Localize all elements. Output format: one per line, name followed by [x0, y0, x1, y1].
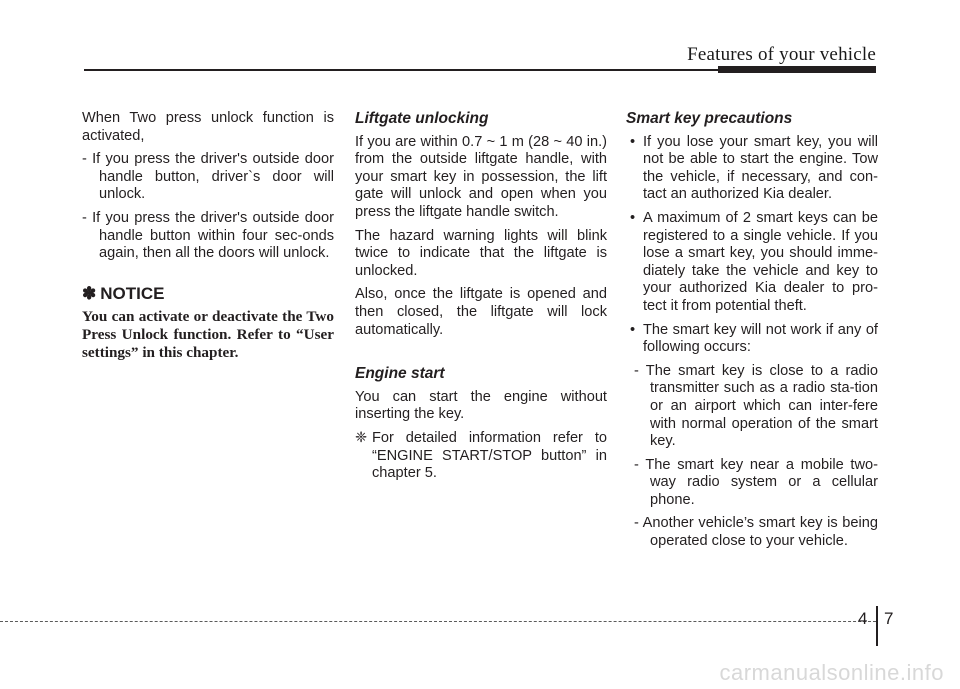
- two-press-item-2: - If you press the driver's outside door handle button within four sec-onds again, then all the doors will unlock.: [82, 209, 334, 262]
- list-item: [626, 322, 878, 357]
- engine-start-reference: [355, 430, 607, 483]
- liftgate-heading: Liftgate unlocking: [355, 110, 489, 127]
- engine-start-heading: Engine start: [355, 365, 445, 383]
- column-middle: [355, 110, 607, 489]
- watermark: carmanualsonline.info: [719, 660, 944, 685]
- engine-start-para: You can start the engine without inserting the key.: [355, 388, 607, 423]
- sub-list-item: - The smart key is close to a radio transmitter such as a radio sta-tion or an airport which can inter-fere with normal operation of the smart key.: [634, 362, 878, 450]
- bullet-icon: •: [630, 209, 636, 226]
- page-header-title: Features of your vehicle: [687, 44, 876, 65]
- reference-mark-icon: ❈: [355, 429, 368, 446]
- two-press-item-1: - If you press the driver's outside door handle button, driver`s door will unlock.: [82, 151, 334, 203]
- column-left: [82, 110, 334, 368]
- list-item-text: The smart key will not work if any of following occurs:: [643, 321, 878, 356]
- notice-body: You can activate or deactivate the Two Press Unlock function. Refer to “User settings” in this chapter.: [82, 308, 334, 362]
- list-item: [626, 210, 878, 316]
- chapter-number: 4: [858, 609, 868, 628]
- header-rule: [84, 69, 718, 71]
- bullet-icon: •: [630, 321, 636, 338]
- footer-dashed-rule: [0, 621, 876, 622]
- notice-heading: [82, 285, 334, 303]
- list-item-text: If you lose your smart key, you will not be able to start the engine. Tow the vehicle, if necessary, and con-tact an authorized Kia dealer.: [643, 133, 878, 203]
- column-right: [626, 110, 878, 557]
- two-press-intro: When Two press unlock function is activated,: [82, 110, 334, 144]
- liftgate-para-3: Also, once the liftgate is opened and then closed, the liftgate will lock automatically.: [355, 286, 607, 338]
- bullet-icon: •: [630, 133, 636, 150]
- footer-divider: [876, 606, 878, 646]
- smart-key-heading: Smart key precautions: [626, 110, 793, 127]
- header-tab-bar: [718, 66, 876, 73]
- page-number: 7: [884, 609, 894, 628]
- reference-text: For detailed information refer to “ENGINE START/STOP button” in chapter 5.: [372, 429, 607, 482]
- list-item: [626, 134, 878, 204]
- notice-title: NOTICE: [100, 283, 165, 303]
- notice-star-icon: ✽: [82, 283, 97, 303]
- sub-list-item: - The smart key near a mobile two-way radio system or a cellular phone.: [634, 456, 878, 508]
- liftgate-para-2: The hazard warning lights will blink twice to indicate that the liftgate is unlocked.: [355, 227, 607, 279]
- liftgate-para-1: If you are within 0.7 ~ 1 m (28 ~ 40 in.) from the outside liftgate handle, with your smart key in possession, the lift gate will unlock and open when you press the liftgate handle switch.: [355, 133, 607, 220]
- sub-list-item: - Another vehicle’s smart key is being operated close to your vehicle.: [634, 515, 878, 550]
- list-item-text: A maximum of 2 smart keys can be registered to a single vehicle. If you lose a smart key, you should imme-diately take the vehicle and key to your authorized Kia dealer to pro-tect it from potential theft.: [643, 209, 878, 314]
